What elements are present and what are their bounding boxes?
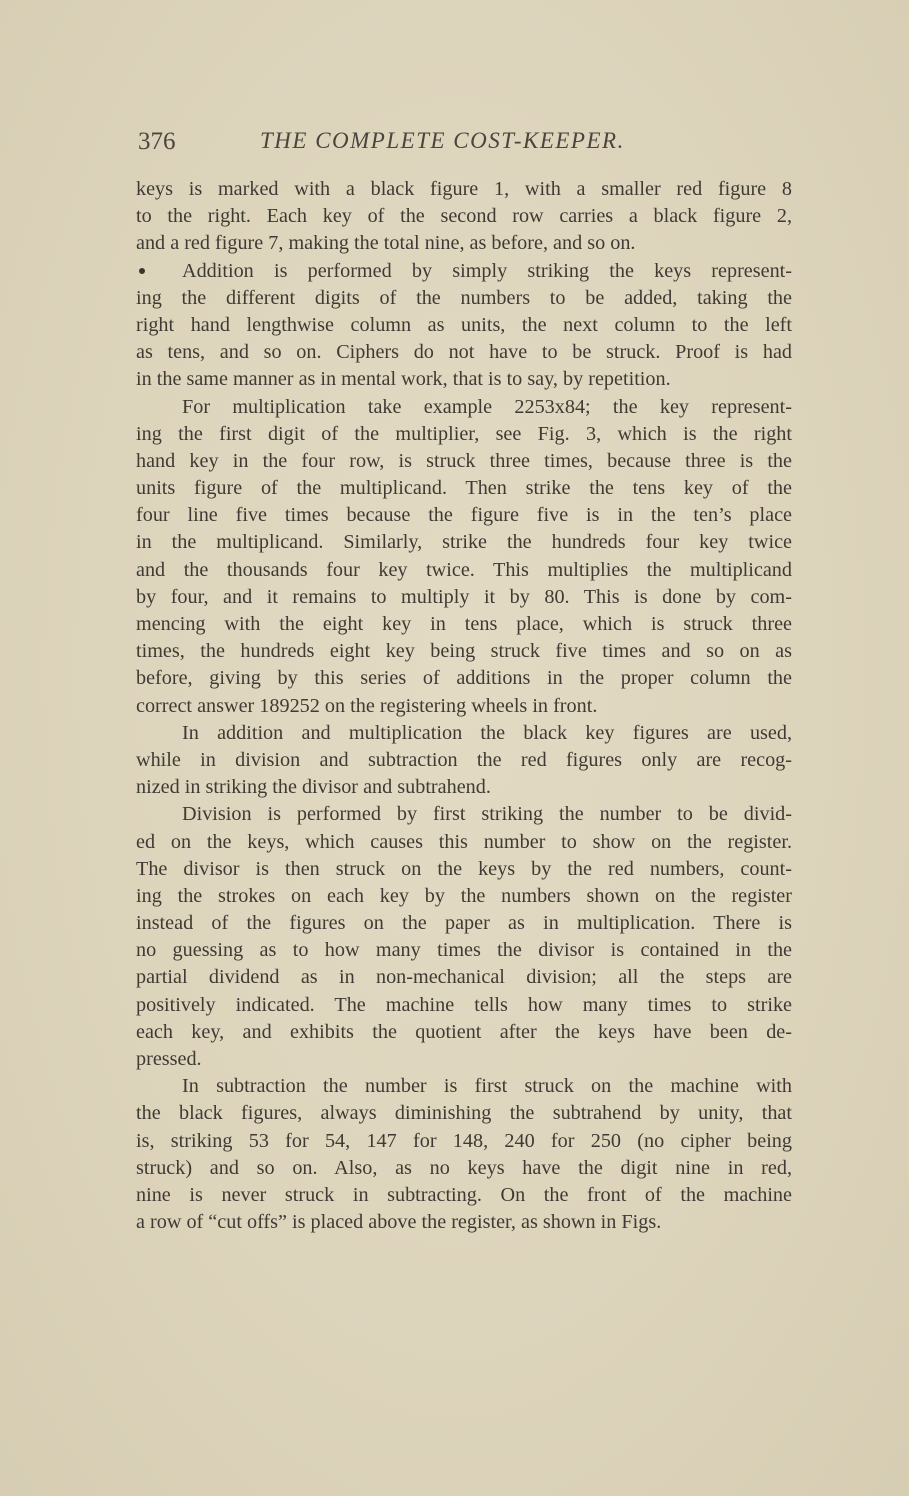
text-line: The divisor is then struck on the keys by the red numbers, count-	[136, 857, 792, 880]
text-line: In subtraction the number is first struck on the machine with	[182, 1075, 792, 1098]
text-line: struck) and so on. Also, as no keys have the digit nine in red,	[136, 1156, 792, 1179]
text-line: ing the first digit of the multiplier, see Fig. 3, which is the right	[136, 422, 792, 445]
text-line: keys is marked with a black figure 1, with a smaller red figure 8	[136, 178, 792, 200]
text-line: to the right. Each key of the second row carries a black figure 2,	[136, 205, 792, 228]
paragraph	[136, 394, 792, 720]
paragraph	[136, 258, 792, 394]
text-line: For multiplication take example 2253x84; the key represent-	[182, 395, 792, 418]
text-line: units figure of the multiplicand. Then strike the tens key of the	[136, 477, 792, 500]
text-line: the black figures, always diminishing the subtrahend by unity, that	[136, 1102, 792, 1125]
text-line: four line five times because the figure five is in the ten’s place	[136, 504, 792, 527]
text-line: Division is performed by first striking the number to be divid-	[182, 803, 792, 826]
text-line: mencing with the eight key in tens place, which is struck three	[136, 613, 792, 635]
text-line: right hand lengthwise column as units, the next column to the left	[136, 313, 792, 336]
text-line: partial dividend as in non-mechanical division; all the steps are	[136, 966, 792, 989]
paragraph	[136, 176, 792, 258]
page-number: 376	[138, 128, 176, 155]
text-line: no guessing as to how many times the divisor is contained in the	[136, 939, 792, 962]
text-line: and the thousands four key twice. This multiplies the multiplicand	[136, 558, 792, 581]
text-line: ing the different digits of the numbers to be added, taking the	[136, 286, 792, 309]
text-line: nine is never struck in subtracting. On the front of the machine	[136, 1183, 792, 1206]
text-line: correct answer 189252 on the registering wheels in front.	[136, 694, 598, 717]
text-line: in the same manner as in mental work, that is to say, by repetition.	[136, 368, 671, 391]
text-line: before, giving by this series of additions in the proper column the	[136, 667, 792, 690]
text-line: is, striking 53 for 54, 147 for 148, 240 for 250 (no cipher being	[136, 1129, 792, 1152]
paragraph	[136, 801, 792, 1073]
text-line: in the multiplicand. Similarly, strike the hundreds four key twice	[136, 531, 792, 554]
text-line: while in division and subtraction the red figures only are recog-	[136, 748, 792, 771]
text-line: each key, and exhibits the quotient after the keys have been de-	[136, 1020, 792, 1043]
text-line: ing the strokes on each key by the numbers shown on the register	[136, 884, 792, 907]
body-text	[136, 176, 792, 1236]
text-line: as tens, and so on. Ciphers do not have to be struck. Proof is had	[136, 341, 792, 364]
text-line: pressed.	[136, 1048, 202, 1070]
paragraph	[136, 720, 792, 802]
page-header	[138, 128, 798, 164]
text-line: times, the hundreds eight key being struck five times and so on as	[136, 640, 792, 663]
text-line: by four, and it remains to multiply it by 80. This is done by com-	[136, 585, 792, 608]
running-title: THE COMPLETE COST-KEEPER.	[260, 128, 625, 153]
text-line: hand key in the four row, is struck three times, because three is the	[136, 449, 792, 472]
text-line: a row of “cut offs” is placed above the register, as shown in Figs.	[136, 1211, 662, 1234]
text-line: Addition is performed by simply striking the keys represent-	[182, 259, 792, 282]
paragraph	[136, 1073, 792, 1236]
text-line: positively indicated. The machine tells how many times to strike	[136, 993, 792, 1016]
text-line: In addition and multiplication the black key figures are used,	[182, 721, 792, 744]
text-line: nized in striking the divisor and subtrahend.	[136, 776, 491, 799]
text-line: and a red figure 7, making the total nine, as before, and so on.	[136, 232, 636, 255]
text-line: ed on the keys, which causes this number to show on the register.	[136, 830, 792, 853]
text-line: instead of the figures on the paper as in multiplication. There is	[136, 912, 792, 935]
